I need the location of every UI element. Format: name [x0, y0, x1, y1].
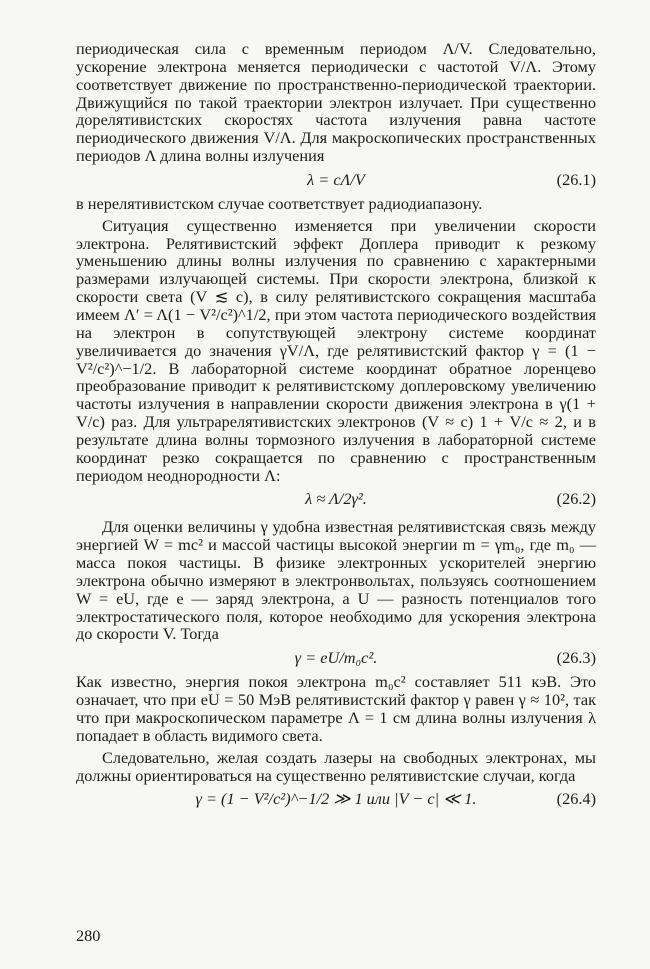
equation-formula: λ ≈ Λ/2γ².: [305, 489, 367, 509]
equation-number: (26.4): [556, 789, 596, 809]
equation-26-4: [76, 784, 596, 814]
equation-26-3: [76, 643, 596, 673]
paragraph-3: Ситуация существенно изменяется при увеличении скорости электрона. Релятивистский эффект Доплера приводит к резкому уменьшению длины волны излучения по сравнению с характерными размерами излучающей системы. При скорости электрона, близкой к скорости света (V ≲ c), в силу релятивистского сокращения масштаба имеем Λ′ = Λ(1 − V²/c²)^1/2, при этом частота периодического воздействия на электрон в сопутствующей электрону системе координат увеличивается до значения γV/Λ, где релятивистский фактор γ = (1 − V²/c²)^−1/2. В лабораторной системе координат обратное лоренцево преобразование приводит к релятивистскому доплеровскому увеличению частоты излучения в направлении скорости движения электрона в γ(1 + V/c) раз. Для ультрарелятивистских электронов (V ≈ c) 1 + V/c ≈ 2, и в результате длина волны тормозного излучения в лабораторной системе координат резко сокращается по сравнению с пространственным периодом неоднородности Λ:: [76, 215, 596, 485]
paragraph-2: в нерелятивистском случае соответствует радиодиапазону.: [76, 193, 483, 213]
paragraph-6: Следовательно, желая создать лазеры на свободных электронах, мы должны ориентироваться на существенно релятивистские случаи, когда: [76, 747, 596, 785]
page-number: 280: [76, 926, 101, 945]
paragraph-5: Как известно, энергия покоя электрона m₀c² составляет 511 кэВ. Это означает, что при eU = 50 МэВ релятивистский фактор γ равен γ ≈ 10², так что при макроскопическом параметре Λ = 1 см длина волны излучения λ попадает в область видимого света.: [76, 672, 596, 745]
equation-number: (26.2): [556, 489, 596, 509]
equation-formula: λ = cΛ/V: [307, 169, 365, 189]
paragraph-4: Для оценки величины γ удобна известная релятивистская связь между энергией W = mc² и массой частицы высокой энергии m = γm₀, где m₀ — масса покоя частицы. В физике электронных ускорителей энергию электрона обычно измеряют в электронвольтах, пользуясь соотношением W = eU, где e — заряд электрона, а U — разность потенциалов того электростатического поля, которое необходимо для ускорения электрона до скорости V. Тогда: [76, 517, 596, 644]
equation-26-1: [76, 165, 596, 195]
equation-number: (26.1): [556, 169, 596, 189]
equation-formula: γ = (1 − V²/c²)^−1/2 ≫ 1 или |V − c| ≪ 1.: [195, 789, 477, 809]
paragraph-1: периодическая сила с временным периодом Λ/V. Следовательно, ускорение электрона меняется периодически с частотой V/Λ. Этому соответствует движение по пространственно-периодической траектории. Движущийся по такой траектории электрон излучает. При существенно дорелятивистских скоростях частота излучения равна частоте периодического движения V/Λ. Для макроскопических пространственных периодов Λ длина волны излучения: [76, 39, 596, 166]
equation-formula: γ = eU/m₀c².: [294, 648, 378, 668]
equation-26-2: [76, 484, 596, 514]
equation-number: (26.3): [556, 648, 596, 668]
